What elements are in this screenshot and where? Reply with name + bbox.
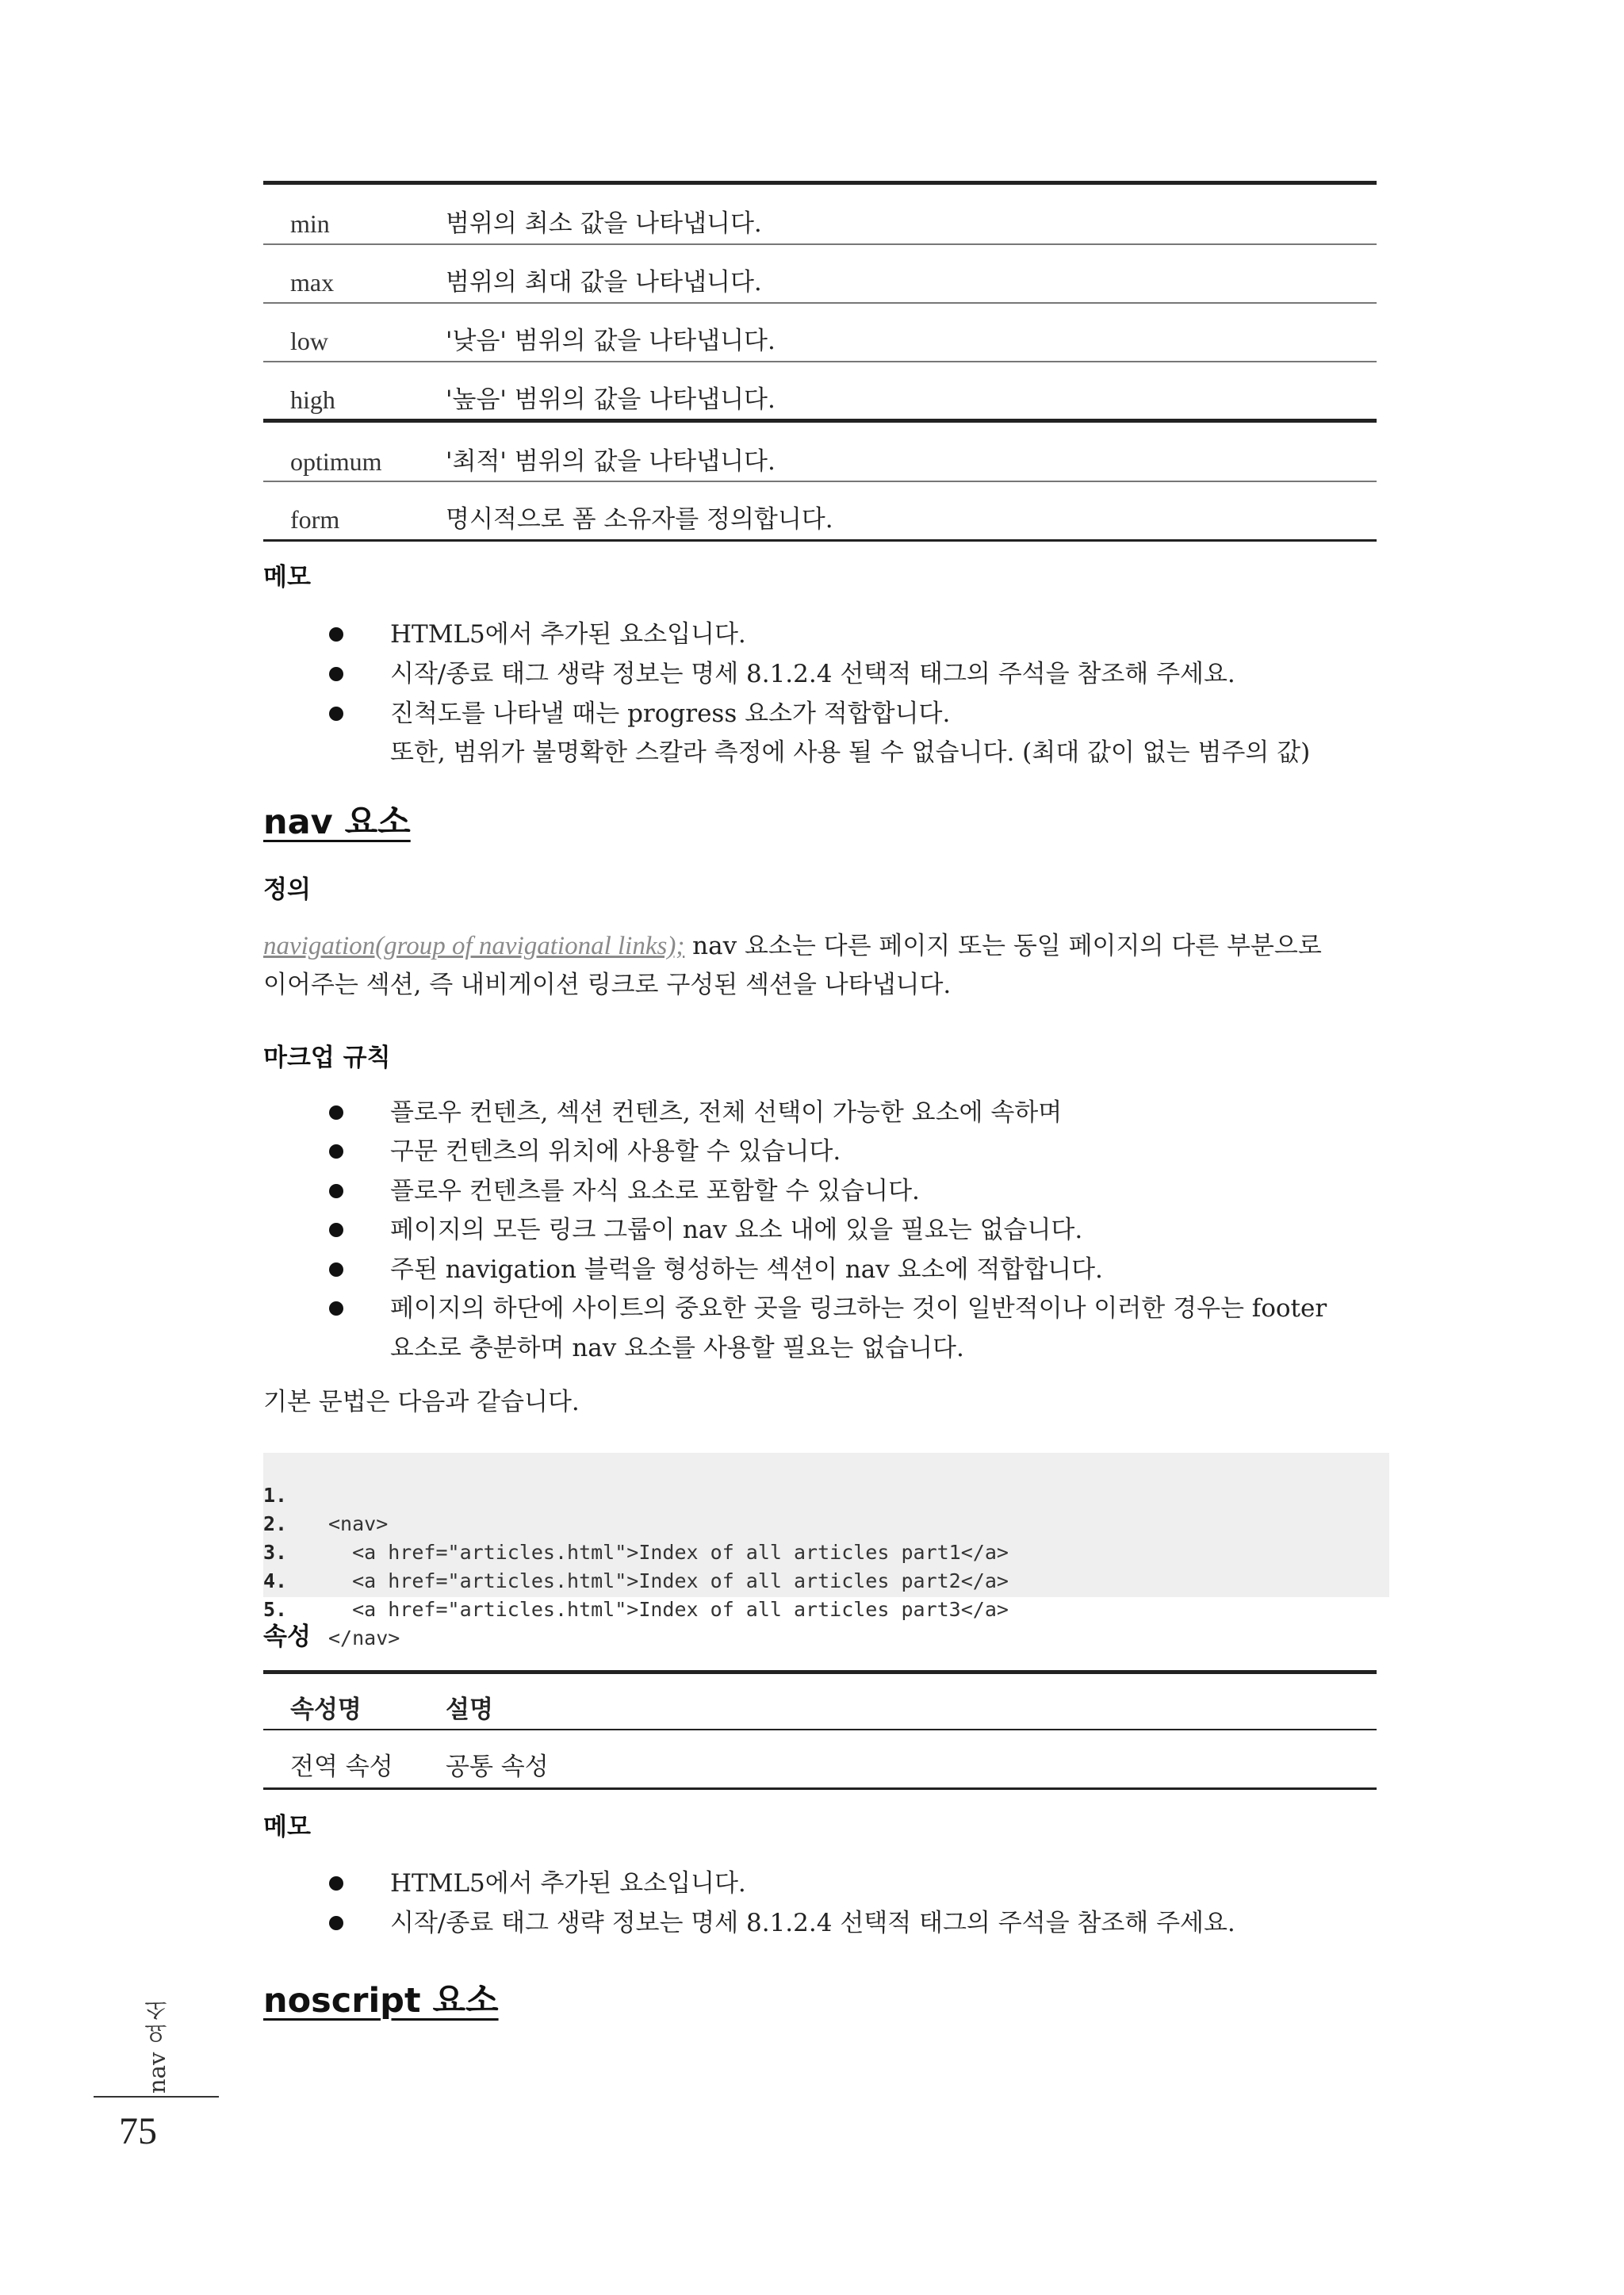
memo-item-continuation: 또한, 범위가 불명확한 스칼라 측정에 사용 될 수 없습니다. (최대 값이 없는 범주의 값) (390, 738, 1311, 767)
bullet-icon (329, 1301, 343, 1316)
attr-name-min: min (290, 209, 330, 238)
row-divider (263, 361, 1377, 362)
attr-desc-optimum: '최적' 범위의 값을 나타냅니다. (446, 447, 776, 476)
bullet-icon (329, 1105, 343, 1120)
row-divider (263, 243, 1377, 245)
bullet-icon (329, 1262, 343, 1277)
side-label-rule (94, 2096, 219, 2098)
attr-name-max: max (290, 268, 335, 297)
row-divider (263, 302, 1377, 304)
definition-link[interactable]: navigation(group of navigational links); (263, 932, 685, 960)
code-line-number: 3. (263, 1541, 288, 1564)
table-header-name: 속성명 (290, 1695, 362, 1724)
code-line-text: </nav> (328, 1626, 400, 1649)
code-line-text: <a href="articles.html">Index of all articles part1</a> (328, 1541, 1009, 1564)
definition-heading: 정의 (263, 875, 311, 904)
memo-item: 진척도를 나타낼 때는 progress 요소가 적합합니다. (390, 699, 951, 728)
attributes-heading: 속성 (263, 1623, 311, 1651)
section-title-nav: nav 요소 (263, 803, 411, 842)
table-mid-rule (263, 419, 1377, 423)
table-top-rule (263, 1670, 1377, 1674)
section-title-noscript: noscript 요소 (263, 1981, 499, 2021)
attr-desc-high: '높음' 범위의 값을 나타냅니다. (446, 385, 776, 414)
bullet-icon (329, 1876, 343, 1891)
bullet-icon (329, 627, 343, 642)
markup-rules-heading: 마크업 규칙 (263, 1044, 391, 1072)
row-divider (263, 481, 1377, 482)
memo-heading: 메모 (263, 563, 311, 592)
table-cell-name: 전역 속성 (290, 1753, 393, 1781)
definition-text: nav 요소는 다른 페이지 또는 동일 페이지의 다른 부분으로 (684, 932, 1322, 960)
bullet-icon (329, 1223, 343, 1237)
markup-rule-continuation: 요소로 충분하며 nav 요소를 사용할 필요는 없습니다. (390, 1334, 964, 1362)
code-line-text: <a href="articles.html">Index of all articles part2</a> (328, 1569, 1009, 1592)
markup-rule-item: 주된 navigation 블럭을 형성하는 섹션이 nav 요소에 적합합니다. (390, 1255, 1103, 1284)
attr-desc-min: 범위의 최소 값을 나타냅니다. (446, 209, 762, 238)
page-number: 75 (119, 2110, 157, 2152)
code-line (263, 1453, 1389, 1535)
bullet-icon (329, 1916, 343, 1930)
bullet-icon (329, 1184, 343, 1198)
markup-rule-item: 페이지의 모든 링크 그룹이 nav 요소 내에 있을 필요는 없습니다. (390, 1216, 1083, 1244)
markup-rule-item: 플로우 컨텐츠, 섹션 컨텐츠, 전체 선택이 가능한 요소에 속하며 (390, 1098, 1063, 1127)
attr-desc-low: '낮음' 범위의 값을 나타냅니다. (446, 327, 776, 355)
code-line-text: <nav> (328, 1512, 389, 1535)
table-header-desc: 설명 (446, 1695, 493, 1724)
bullet-icon (329, 707, 343, 721)
code-line-text: <a href="articles.html">Index of all articles part3</a> (328, 1598, 1009, 1621)
memo-item: HTML5에서 추가된 요소입니다. (390, 620, 746, 649)
definition-paragraph-line2: 이어주는 섹션, 즉 내비게이션 링크로 구성된 섹션을 나타냅니다. (263, 971, 952, 999)
code-line-number: 4. (263, 1569, 288, 1592)
attr-desc-max: 범위의 최대 값을 나타냅니다. (446, 268, 762, 297)
attr-name-high: high (290, 385, 335, 414)
table-top-rule (263, 181, 1377, 185)
table-cell-desc: 공통 속성 (446, 1753, 549, 1781)
side-section-label: nav 요소 (144, 1998, 170, 2094)
memo-item: HTML5에서 추가된 요소입니다. (390, 1869, 746, 1898)
bullet-icon (329, 667, 343, 681)
markup-rule-item: 플로우 컨텐츠를 자식 요소로 포함할 수 있습니다. (390, 1177, 920, 1205)
memo-item: 시작/종료 태그 생략 정보는 명세 8.1.2.4 선택적 태그의 주석을 참조해 주세요. (390, 660, 1235, 688)
syntax-intro: 기본 문법은 다음과 같습니다. (263, 1388, 580, 1416)
attr-desc-form: 명시적으로 폼 소유자를 정의합니다. (446, 505, 833, 534)
attr-name-optimum: optimum (290, 447, 382, 476)
code-line-number: 2. (263, 1512, 288, 1535)
attr-name-form: form (290, 505, 340, 534)
markup-rule-item: 구문 컨텐츠의 위치에 사용할 수 있습니다. (390, 1137, 841, 1166)
memo-heading: 메모 (263, 1813, 311, 1841)
code-line-number: 1. (263, 1484, 288, 1507)
table-bottom-rule (263, 1787, 1377, 1790)
table-header-rule (263, 1729, 1377, 1730)
definition-paragraph (263, 930, 1322, 962)
code-line-number: 5. (263, 1598, 288, 1621)
memo-item: 시작/종료 태그 생략 정보는 명세 8.1.2.4 선택적 태그의 주석을 참조해 주세요. (390, 1909, 1235, 1937)
attr-name-low: low (290, 327, 328, 355)
bullet-icon (329, 1144, 343, 1159)
table-bottom-rule (263, 539, 1377, 542)
markup-rule-item: 페이지의 하단에 사이트의 중요한 곳을 링크하는 것이 일반적이나 이러한 경우는 footer (390, 1294, 1327, 1323)
